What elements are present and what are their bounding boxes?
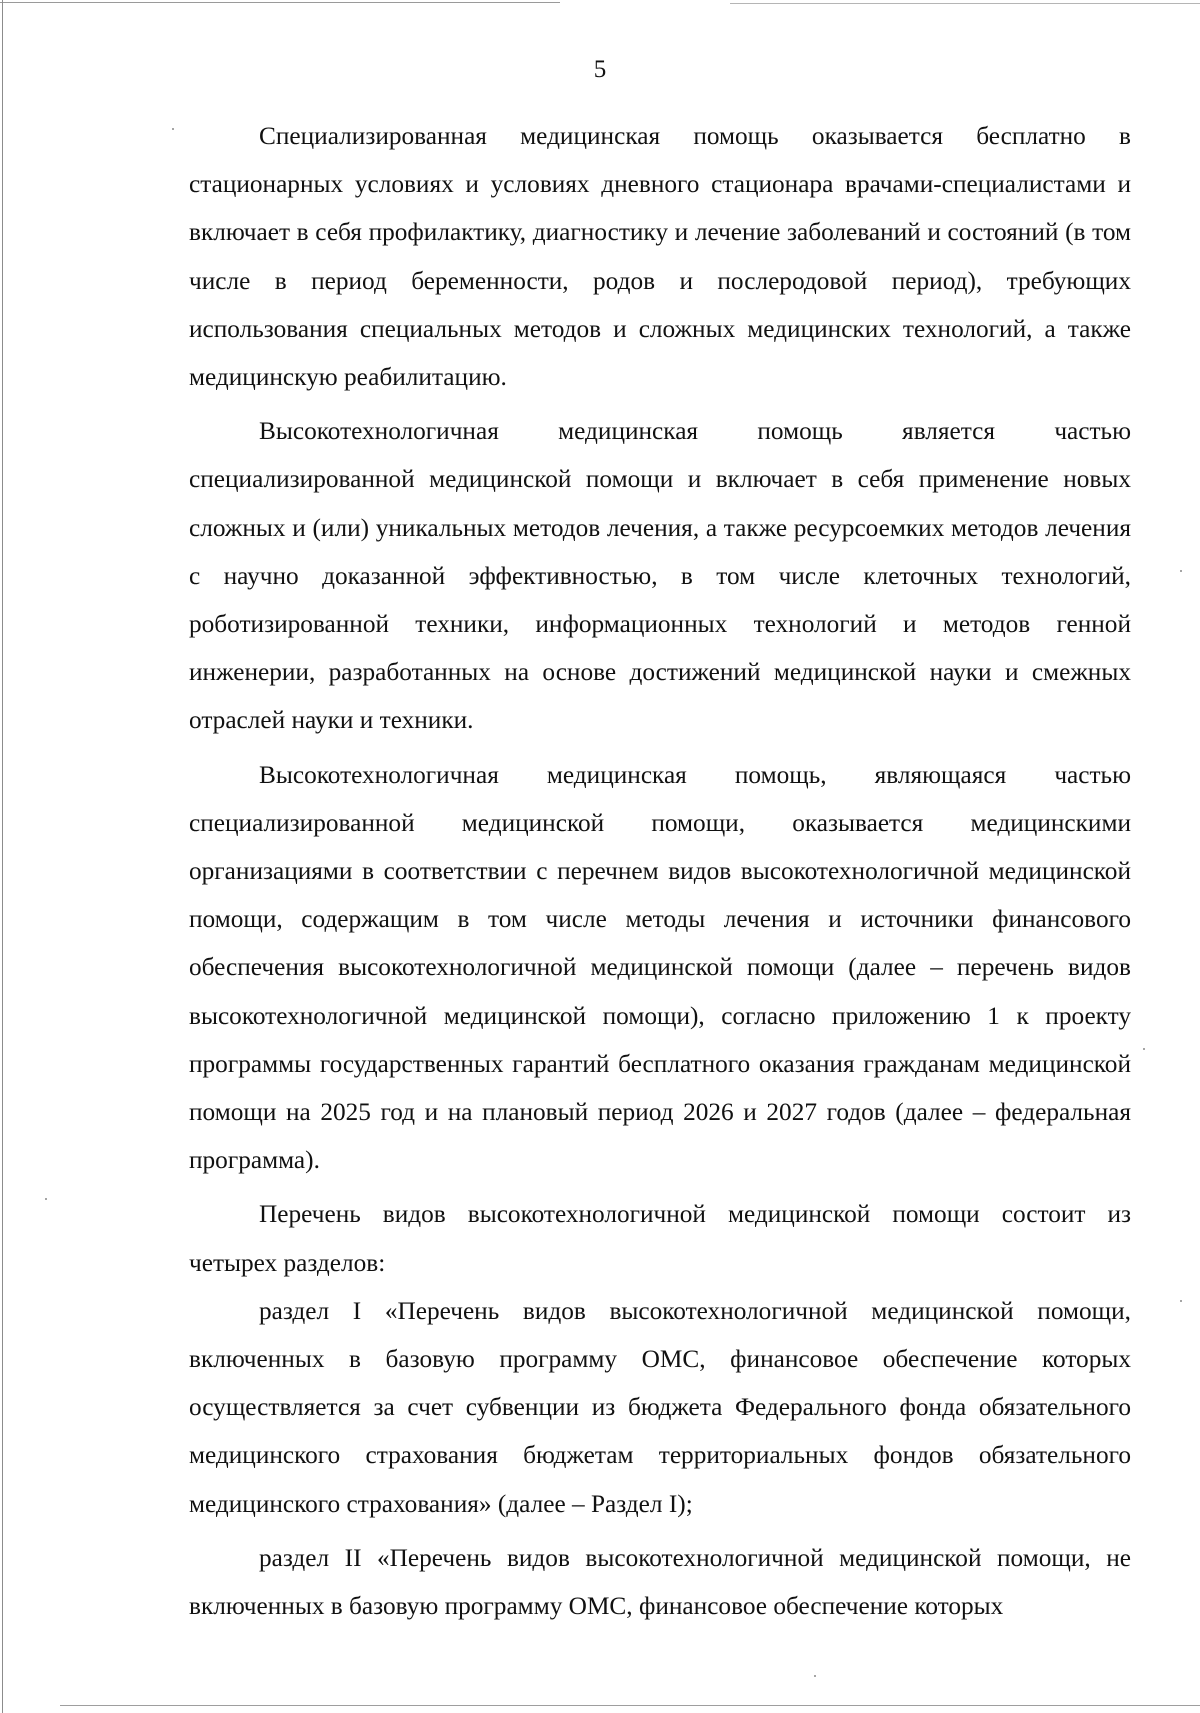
scan-speck: [172, 128, 174, 130]
scan-speck: [1180, 570, 1182, 572]
scan-speck: [814, 1675, 816, 1677]
paragraph-high-tech-provision: Высокотехнологичная медицинская помощь, являющаяся частью специализированной медицинской помощи, оказывается медицинскими организациями в соответствии с перечнем видов высокотехнологичной медицинской помощи, содержащим в том числе методы лечения и источники финансового обеспечения высокотехнологичной медицинской помощи (далее – перечень видов высокотехнологичной медицинской помощи), согласно приложению 1 к проекту программы государственных гарантий бесплатного оказания гражданам медицинской помощи на 2025 год и на плановый период 2026 и 2027 годов (далее – федеральная программа).: [189, 760, 1131, 1175]
paragraph-section-1: раздел I «Перечень видов высокотехнологичной медицинской помощи, включенных в базовую программу ОМС, финансовое обеспечение которых осуществляется за счет субвенции из бюджета Федерального фонда обязательного медицинского страхования бюджетам территориальных фондов обязательного медицинского страхования» (далее – Раздел I);: [189, 1296, 1131, 1518]
paragraph-high-tech-definition: Высокотехнологичная медицинская помощь является частью специализированной медицинской помощи и включает в себя применение новых сложных и (или) уникальных методов лечения, а также ресурсоемких методов лечения с научно доказанной эффективностью, в том числе клеточных технологий, роботизированной техники, информационных технологий и методов генной инженерии, разработанных на основе достижений медицинской науки и смежных отраслей науки и техники.: [189, 417, 1131, 735]
scan-border-top: [0, 2, 560, 3]
paragraph-specialized-care: Специализированная медицинская помощь оказывается бесплатно в стационарных условиях и условиях дневного стационара врачами-специалистами и включает в себя профилактику, диагностику и лечение заболеваний и состояний (в том числе в период беременности, родов и послеродовой период), требующих использования специальных методов и сложных медицинских технологий, а также медицинскую реабилитацию.: [189, 122, 1131, 392]
scan-speck: [45, 1198, 47, 1200]
scan-speck: [1143, 1048, 1145, 1050]
paragraph-list-sections: Перечень видов высокотехнологичной медицинской помощи состоит из четырех разделов:: [189, 1200, 1131, 1277]
scan-border-bottom: [60, 1705, 1200, 1706]
paragraph-section-2: раздел II «Перечень видов высокотехнологичной медицинской помощи, не включенных в базовую программу ОМС, финансовое обеспечение которых: [189, 1543, 1131, 1621]
body-text: [189, 112, 1131, 1630]
scan-speck: [1180, 1300, 1182, 1302]
scan-border-left: [2, 0, 3, 1713]
page-number: 5: [593, 56, 607, 83]
scan-border-top-right: [730, 3, 1200, 4]
